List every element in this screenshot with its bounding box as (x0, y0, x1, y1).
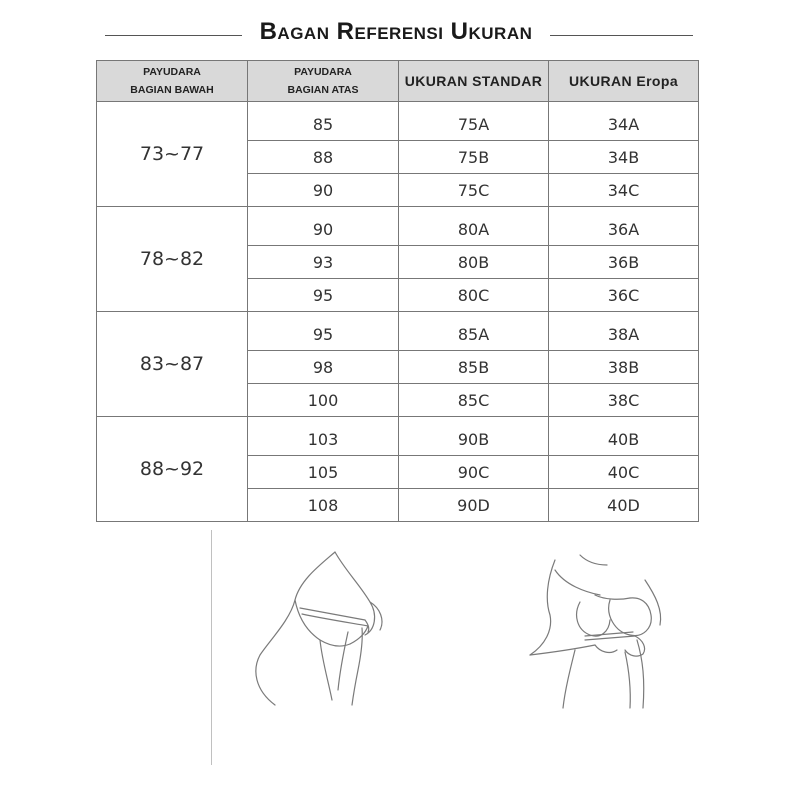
standard-size-value: 90D (399, 489, 549, 522)
table-row (97, 102, 699, 141)
standard-size-value: 75B (399, 141, 549, 174)
title-rule-left (105, 35, 242, 36)
standard-size-value: 75A (399, 102, 549, 141)
standard-size-value: 90B (399, 417, 549, 456)
europe-size-value: 34B (549, 141, 699, 174)
header-upper-bust-line1: PAYUDARA (294, 66, 352, 78)
header-under-bust-line1: PAYUDARA (143, 66, 201, 78)
europe-size-value: 38A (549, 312, 699, 351)
standard-size-value: 85A (399, 312, 549, 351)
under-bust-range: 83~87 (97, 312, 248, 417)
standard-size-value: 75C (399, 174, 549, 207)
page-title: Bagan Referensi Ukuran (259, 18, 533, 45)
header-under-bust (97, 61, 248, 102)
table-row (97, 417, 699, 456)
header-upper-bust (248, 61, 399, 102)
standard-size-value: 85C (399, 384, 549, 417)
header-under-bust-line2: BAGIAN BAWAH (130, 84, 214, 96)
upper-bust-value: 95 (248, 312, 399, 351)
illustration-divider (211, 530, 212, 765)
upper-bust-value: 93 (248, 246, 399, 279)
upper-bust-value: 98 (248, 351, 399, 384)
header-row (97, 61, 699, 102)
table-body (97, 102, 699, 522)
under-bust-range: 73~77 (97, 102, 248, 207)
size-chart-table (96, 60, 699, 522)
title-rule-right (550, 35, 693, 36)
standard-size-value: 80C (399, 279, 549, 312)
upper-bust-value: 88 (248, 141, 399, 174)
header-europe-size: UKURAN Eropa (549, 61, 699, 102)
table-row (97, 207, 699, 246)
upper-bust-value: 95 (248, 279, 399, 312)
side-view-measuring-illustration (240, 540, 410, 710)
europe-size-value: 38C (549, 384, 699, 417)
under-bust-range: 78~82 (97, 207, 248, 312)
table-row (97, 312, 699, 351)
upper-bust-value: 103 (248, 417, 399, 456)
europe-size-value: 40B (549, 417, 699, 456)
upper-bust-value: 108 (248, 489, 399, 522)
upper-bust-value: 105 (248, 456, 399, 489)
under-bust-range: 88~92 (97, 417, 248, 522)
standard-size-value: 85B (399, 351, 549, 384)
europe-size-value: 36C (549, 279, 699, 312)
upper-bust-value: 85 (248, 102, 399, 141)
upper-bust-value: 100 (248, 384, 399, 417)
title-bar (0, 16, 790, 56)
upper-bust-value: 90 (248, 174, 399, 207)
europe-size-value: 40C (549, 456, 699, 489)
front-view-measuring-illustration (525, 540, 675, 710)
standard-size-value: 80A (399, 207, 549, 246)
europe-size-value: 34A (549, 102, 699, 141)
standard-size-value: 80B (399, 246, 549, 279)
europe-size-value: 36A (549, 207, 699, 246)
europe-size-value: 40D (549, 489, 699, 522)
europe-size-value: 38B (549, 351, 699, 384)
header-upper-bust-line2: BAGIAN ATAS (287, 84, 359, 96)
europe-size-value: 36B (549, 246, 699, 279)
europe-size-value: 34C (549, 174, 699, 207)
upper-bust-value: 90 (248, 207, 399, 246)
standard-size-value: 90C (399, 456, 549, 489)
header-standard-size: UKURAN STANDAR (399, 61, 549, 102)
